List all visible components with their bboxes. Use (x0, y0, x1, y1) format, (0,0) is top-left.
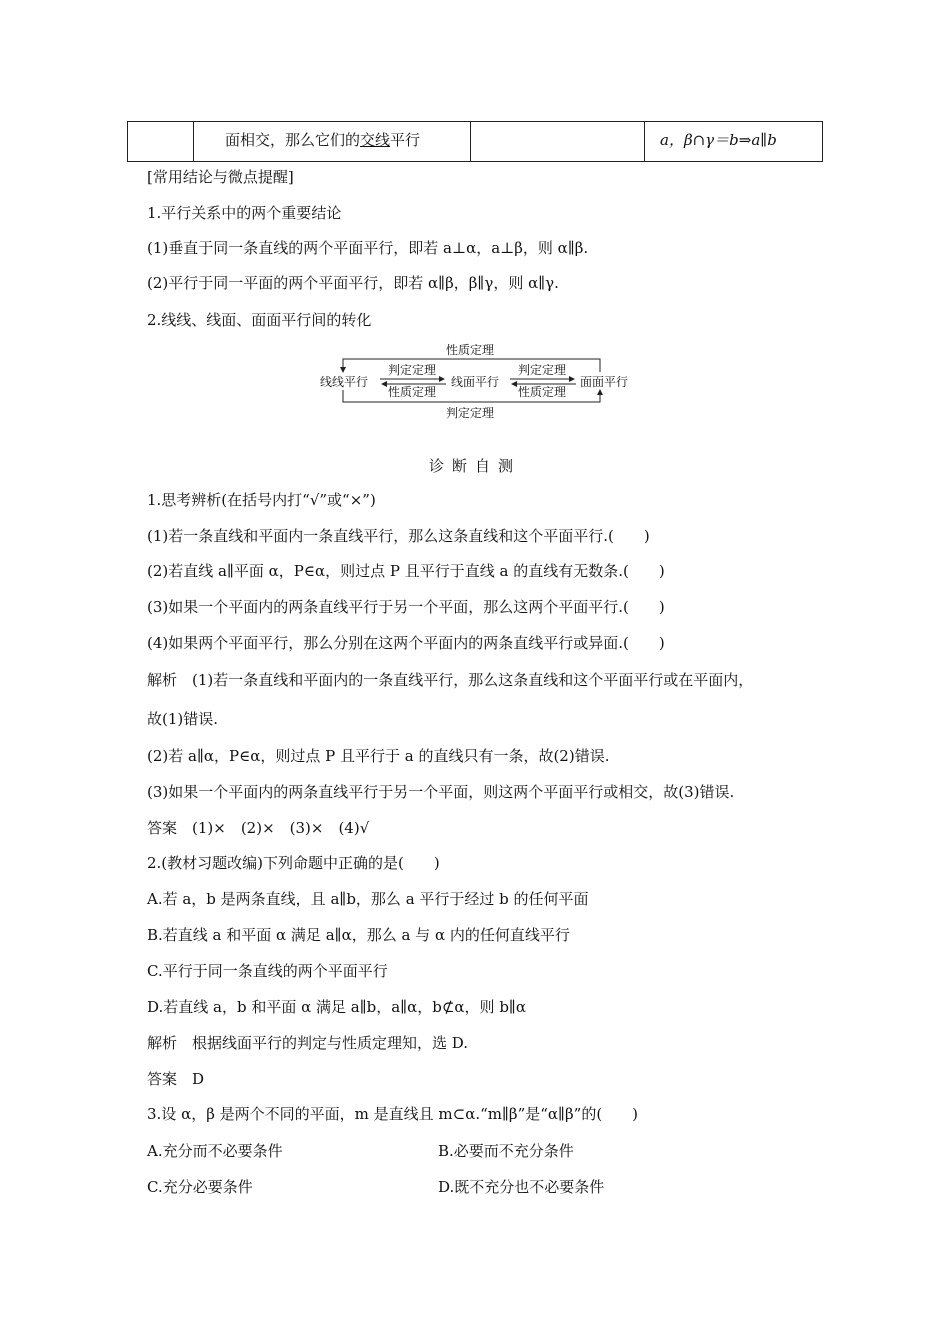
theorem-table-row (127, 121, 823, 162)
q2-heading: 2.(教材习题改编)下列命题中正确的是( ) (147, 854, 440, 872)
arrow2-bottom-label: 性质定理 (518, 385, 567, 399)
q2-option-d: D.若直线 a，b 和平面 α 满足 a∥b，a∥α，b⊄α，则 b∥α (147, 998, 526, 1016)
conclusions-heading: 1.平行关系中的两个重要结论 (147, 204, 342, 222)
section-header: [常用结论与微点提醒] (147, 168, 294, 186)
q3-option-b: B.必要而不充分条件 (438, 1142, 574, 1160)
node-plane-plane: 面面平行 (580, 375, 629, 389)
self-test-title: 诊断自测 (428, 457, 521, 475)
q2-option-a: A.若 a，b 是两条直线，且 a∥b，那么 a 平行于经过 b 的任何平面 (147, 890, 589, 908)
q3-option-a: A.充分而不必要条件 (147, 1142, 283, 1160)
transform-heading: 2.线线、线面、面面平行间的转化 (147, 311, 372, 329)
q1-statement-1: (1)若一条直线和平面内一条直线平行，那么这条直线和这个平面平行.( ) (147, 527, 650, 545)
table-divider (470, 122, 471, 161)
q1-analysis-2: (2)若 a∥α，P∈α，则过点 P 且平行于 a 的直线只有一条，故(2)错误. (147, 747, 610, 765)
q1-heading: 1.思考辨析(在括号内打“√”或“×”) (147, 491, 376, 509)
table-cell-formula: a，β∩γ＝b⇒a∥b (660, 131, 777, 149)
q3-option-c: C.充分必要条件 (147, 1178, 253, 1196)
diagram-bottom-label: 判定定理 (446, 406, 495, 420)
node-line-plane: 线面平行 (451, 375, 500, 389)
conclusion-item-2: (2)平行于同一平面的两个平面平行，即若 α∥β，β∥γ，则 α∥γ. (147, 274, 559, 292)
q2-option-c: C.平行于同一条直线的两个平面平行 (147, 962, 388, 980)
underlined-term: 交线 (360, 131, 391, 149)
table-cell-text: 面相交，那么它们的交线平行 (225, 131, 421, 149)
q2-answer: 答案 D (147, 1070, 205, 1088)
table-divider (644, 122, 645, 161)
q2-option-b: B.若直线 a 和平面 α 满足 a∥α，那么 a 与 α 内的任何直线平行 (147, 926, 570, 944)
q1-statement-2: (2)若直线 a∥平面 α，P∈α，则过点 P 且平行于直线 a 的直线有无数条.( ) (147, 562, 665, 580)
q3-option-d: D.既不充分也不必要条件 (438, 1178, 605, 1196)
table-divider (193, 122, 194, 161)
q1-analysis-1: 解析 (1)若一条直线和平面内的一条直线平行，那么这条直线和这个平面平行或在平面内， (147, 671, 754, 689)
node-line-line: 线线平行 (320, 375, 369, 389)
q3-heading: 3.设 α，β 是两个不同的平面，m 是直线且 m⊂α.“m∥β”是“α∥β”的( ) (147, 1105, 639, 1123)
arrow1-bottom-label: 性质定理 (388, 385, 437, 399)
q1-statement-4: (4)如果两个平面平行，那么分别在这两个平面内的两条直线平行或异面.( ) (147, 634, 665, 652)
arrow1-top-label: 判定定理 (388, 363, 437, 377)
conclusion-item-1: (1)垂直于同一条直线的两个平面平行，即若 a⊥α，a⊥β，则 α∥β. (147, 239, 589, 257)
arrow2-top-label: 判定定理 (518, 363, 567, 377)
diagram-top-label: 性质定理 (446, 343, 495, 357)
q2-analysis: 解析 根据线面平行的判定与性质定理知，选 D. (147, 1034, 469, 1052)
q1-analysis-3: (3)如果一个平面内的两条直线平行于另一个平面，则这两个平面平行或相交，故(3)错误. (147, 783, 735, 801)
q1-analysis-1b: 故(1)错误. (147, 710, 219, 728)
q1-statement-3: (3)如果一个平面内的两条直线平行于另一个平面，那么这两个平面平行.( ) (147, 598, 665, 616)
parallel-transform-diagram (318, 340, 638, 422)
q1-answer: 答案 (1)× (2)× (3)× (4)√ (147, 819, 370, 837)
